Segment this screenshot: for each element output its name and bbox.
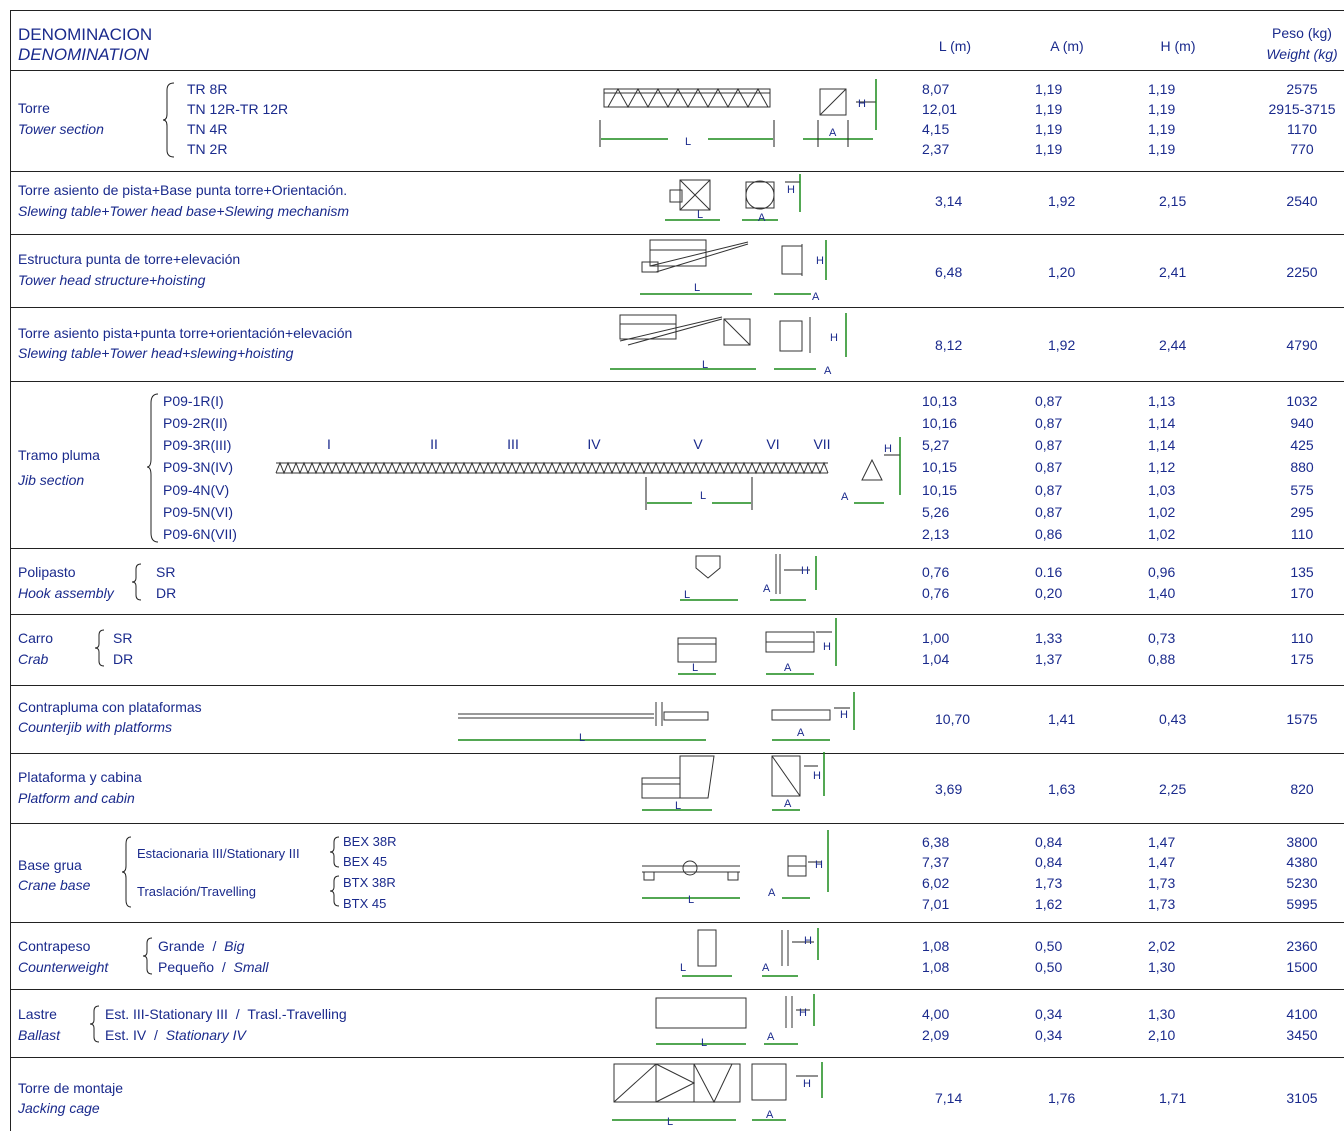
variant-label: TR 8R bbox=[187, 81, 228, 97]
dim-h: H bbox=[804, 935, 812, 947]
value-weight: 3105 bbox=[1286, 1090, 1318, 1106]
brace-icon bbox=[89, 1005, 101, 1043]
value-l: 8,12 bbox=[935, 337, 963, 353]
separator: / bbox=[154, 1027, 158, 1043]
dim-l: L bbox=[700, 490, 707, 502]
value-a: 1,19 bbox=[1035, 141, 1063, 157]
value-a: 0,34 bbox=[1035, 1006, 1063, 1022]
variant-label: TN 2R bbox=[187, 141, 228, 157]
variant-label-es: Grande bbox=[158, 938, 205, 954]
dim-a: A bbox=[841, 491, 849, 503]
value-weight: 1575 bbox=[1286, 711, 1318, 727]
dim-a: A bbox=[763, 583, 771, 595]
value-a: 0,86 bbox=[1035, 526, 1063, 542]
section-name-es: Tramo pluma bbox=[18, 447, 100, 463]
value-h: 1,14 bbox=[1148, 415, 1176, 431]
row-divider bbox=[10, 381, 1344, 382]
value-a: 0,84 bbox=[1035, 854, 1063, 870]
value-l: 2,09 bbox=[922, 1027, 950, 1043]
value-weight: 3800 bbox=[1286, 834, 1318, 850]
value-weight: 3450 bbox=[1286, 1027, 1318, 1043]
header-length: L (m) bbox=[938, 38, 972, 54]
value-a: 1,37 bbox=[1035, 651, 1063, 667]
value-weight: 4790 bbox=[1286, 337, 1318, 353]
value-h: 0,88 bbox=[1148, 651, 1176, 667]
brace-icon bbox=[162, 82, 176, 158]
value-a: 0,87 bbox=[1035, 415, 1063, 431]
value-h: 1,19 bbox=[1148, 101, 1176, 117]
value-h: 1,19 bbox=[1148, 141, 1176, 157]
jib-drawing bbox=[272, 455, 912, 515]
header-weight-es: Peso (kg) bbox=[1272, 25, 1332, 41]
value-l: 3,14 bbox=[935, 193, 963, 209]
jib-roman-label: II bbox=[430, 436, 438, 452]
section-name-es: Contrapeso bbox=[18, 938, 91, 954]
section-name-en: Crab bbox=[18, 651, 49, 667]
value-h: 2,15 bbox=[1159, 193, 1187, 209]
value-l: 4,15 bbox=[922, 121, 950, 137]
variant-label-en: Stationary IV bbox=[165, 1027, 246, 1043]
separator: / bbox=[235, 1006, 240, 1022]
value-h: 1,03 bbox=[1148, 482, 1176, 498]
value-h: 1,14 bbox=[1148, 437, 1176, 453]
value-weight: 2250 bbox=[1286, 264, 1318, 280]
value-a: 0,84 bbox=[1035, 834, 1063, 850]
value-l: 10,15 bbox=[922, 459, 958, 475]
jib-roman-label: IV bbox=[587, 436, 601, 452]
section-name-en: Platform and cabin bbox=[18, 790, 135, 806]
value-a: 1,19 bbox=[1035, 81, 1063, 97]
value-h: 1,19 bbox=[1148, 81, 1176, 97]
header-denomination-es: DENOMINACION bbox=[18, 25, 153, 44]
row-divider bbox=[10, 685, 1344, 686]
dim-l: L bbox=[685, 136, 692, 148]
value-h: 1,13 bbox=[1148, 393, 1176, 409]
value-weight: 1500 bbox=[1286, 959, 1318, 975]
variant-label-en: Small bbox=[233, 959, 269, 975]
cabin-drawing bbox=[638, 752, 838, 818]
value-l: 7,01 bbox=[922, 896, 950, 912]
row-divider bbox=[10, 989, 1344, 990]
variant-label: P09-5N(VI) bbox=[163, 504, 234, 520]
value-a: 0,20 bbox=[1035, 585, 1063, 601]
separator: / bbox=[221, 959, 226, 975]
variant-label: SR bbox=[113, 630, 133, 646]
value-l: 1,08 bbox=[922, 959, 950, 975]
value-h: 1,02 bbox=[1148, 504, 1176, 520]
jib-roman-label: I bbox=[327, 436, 331, 452]
value-weight: 2540 bbox=[1286, 193, 1318, 209]
value-l: 5,26 bbox=[922, 504, 950, 520]
section-name-es: Base grua bbox=[18, 857, 82, 873]
jib-roman-label: III bbox=[507, 436, 519, 452]
section-name-en: Slewing table+Tower head+slewing+hoisting bbox=[18, 345, 294, 361]
variant-label-es: Est. IV bbox=[105, 1027, 147, 1043]
variant-label-es: Est. III-Stationary III bbox=[105, 1006, 228, 1022]
row-divider bbox=[10, 823, 1344, 824]
value-weight: 2360 bbox=[1286, 938, 1318, 954]
value-a: 0,87 bbox=[1035, 459, 1063, 475]
value-l: 1,00 bbox=[922, 630, 950, 646]
value-a: 1,19 bbox=[1035, 101, 1063, 117]
section-name-es: Plataforma y cabina bbox=[18, 769, 142, 785]
value-weight: 5995 bbox=[1286, 896, 1318, 912]
ballast-drawing bbox=[652, 992, 832, 1054]
value-a: 1,62 bbox=[1035, 896, 1063, 912]
value-l: 2,13 bbox=[922, 526, 950, 542]
row-divider bbox=[10, 922, 1344, 923]
value-a: 0,87 bbox=[1035, 393, 1063, 409]
value-l: 1,04 bbox=[922, 651, 950, 667]
counterweight-drawing bbox=[676, 926, 836, 986]
value-h: 2,41 bbox=[1159, 264, 1187, 280]
dim-h: H bbox=[799, 1007, 807, 1019]
value-l: 10,16 bbox=[922, 415, 958, 431]
section-name-en: Jacking cage bbox=[18, 1100, 100, 1116]
variant-label: BTX 45 bbox=[343, 896, 387, 911]
section-name-es: Torre bbox=[18, 100, 50, 116]
base-subtype: Estacionaria III/Stationary III bbox=[137, 846, 300, 861]
jacking-cage-drawing bbox=[606, 1060, 836, 1128]
dim-a: A bbox=[784, 798, 792, 810]
variant-label: P09-3R(III) bbox=[163, 437, 232, 453]
value-h: 1,30 bbox=[1148, 1006, 1176, 1022]
section-name-es: Polipasto bbox=[18, 564, 76, 580]
value-weight: 575 bbox=[1290, 482, 1314, 498]
value-weight: 135 bbox=[1290, 564, 1314, 580]
value-weight: 170 bbox=[1290, 585, 1314, 601]
row-divider bbox=[10, 307, 1344, 308]
row-divider bbox=[10, 548, 1344, 549]
value-weight: 425 bbox=[1290, 437, 1314, 453]
value-a: 1,63 bbox=[1048, 781, 1076, 797]
jib-roman-label: V bbox=[693, 436, 703, 452]
value-h: 2,10 bbox=[1148, 1027, 1176, 1043]
hook-assembly-drawing bbox=[680, 550, 830, 610]
value-a: 1,92 bbox=[1048, 193, 1076, 209]
dim-a: A bbox=[758, 212, 766, 224]
value-l: 6,48 bbox=[935, 264, 963, 280]
variant-label: P09-1R(I) bbox=[163, 393, 224, 409]
value-l: 0,76 bbox=[922, 564, 950, 580]
dim-a: A bbox=[797, 727, 805, 739]
variant-label: BEX 45 bbox=[343, 854, 388, 869]
value-l: 6,38 bbox=[922, 834, 950, 850]
section-name-es: Torre asiento pista+punta torre+orientación+elevación bbox=[18, 325, 353, 341]
section-name-en: Slewing table+Tower head base+Slewing mechanism bbox=[18, 203, 350, 219]
value-h: 1,73 bbox=[1148, 875, 1176, 891]
brace-icon bbox=[329, 875, 341, 907]
jib-roman-label: VI bbox=[766, 436, 780, 452]
slewing-table-drawing bbox=[660, 170, 810, 232]
header-height: H (m) bbox=[1160, 38, 1196, 54]
variant-label: BTX 38R bbox=[343, 875, 396, 890]
jib-roman-label: VII bbox=[813, 436, 831, 452]
section-name-es: Carro bbox=[18, 630, 54, 646]
value-l: 12,01 bbox=[922, 101, 958, 117]
value-h: 1,30 bbox=[1148, 959, 1176, 975]
value-h: 1,02 bbox=[1148, 526, 1176, 542]
variant-label: TN 12R-TR 12R bbox=[187, 101, 289, 117]
dim-l: L bbox=[680, 962, 687, 974]
value-h: 1,71 bbox=[1159, 1090, 1187, 1106]
value-h: 0,73 bbox=[1148, 630, 1176, 646]
brace-icon bbox=[121, 836, 133, 908]
value-h: 0,43 bbox=[1159, 711, 1187, 727]
table-left-border bbox=[10, 10, 11, 1131]
value-a: 0,87 bbox=[1035, 482, 1063, 498]
dim-h: H bbox=[816, 255, 824, 267]
section-name-es: Lastre bbox=[18, 1006, 57, 1022]
section-name-en: Tower section bbox=[18, 121, 104, 137]
value-a: 1,73 bbox=[1035, 875, 1063, 891]
brace-icon bbox=[146, 393, 160, 543]
variant-label: SR bbox=[156, 564, 176, 580]
value-l: 1,08 bbox=[922, 938, 950, 954]
dim-a: A bbox=[812, 291, 820, 303]
variant-label: P09-4N(V) bbox=[163, 482, 230, 498]
brace-icon bbox=[94, 629, 106, 667]
header-divider bbox=[10, 70, 1344, 71]
dim-a: A bbox=[784, 662, 792, 674]
value-weight: 110 bbox=[1290, 630, 1314, 646]
dim-h: H bbox=[803, 1078, 811, 1090]
value-h: 1,47 bbox=[1148, 854, 1176, 870]
dim-h: H bbox=[884, 443, 892, 455]
variant-label: BEX 38R bbox=[343, 834, 397, 849]
dim-h: H bbox=[801, 565, 809, 577]
separator: / bbox=[212, 938, 217, 954]
variant-label: DR bbox=[156, 585, 177, 601]
dim-a: A bbox=[762, 962, 770, 974]
section-name-es: Torre asiento de pista+Base punta torre+Orientación. bbox=[18, 182, 348, 198]
value-a: 0.16 bbox=[1035, 564, 1063, 580]
variant-label: P09-2R(II) bbox=[163, 415, 228, 431]
value-a: 0,87 bbox=[1035, 437, 1063, 453]
value-l: 10,70 bbox=[935, 711, 971, 727]
value-weight: 4380 bbox=[1286, 854, 1318, 870]
dim-l: L bbox=[694, 282, 701, 294]
dim-h: H bbox=[840, 709, 848, 721]
variant-row bbox=[158, 959, 269, 975]
value-a: 1,20 bbox=[1048, 264, 1076, 280]
section-name-en: Crane base bbox=[18, 877, 91, 893]
variant-label-es: Pequeño bbox=[158, 959, 215, 975]
value-h: 1,19 bbox=[1148, 121, 1176, 137]
dim-a: A bbox=[824, 365, 832, 377]
dim-h: H bbox=[813, 770, 821, 782]
value-l: 2,37 bbox=[922, 141, 950, 157]
value-weight: 1170 bbox=[1286, 121, 1318, 137]
value-a: 0,50 bbox=[1035, 959, 1063, 975]
dim-h: H bbox=[815, 859, 823, 871]
value-a: 0,34 bbox=[1035, 1027, 1063, 1043]
row-divider bbox=[10, 1057, 1344, 1058]
dim-l: L bbox=[697, 209, 704, 221]
section-name-es: Torre de montaje bbox=[18, 1080, 124, 1096]
dim-h: H bbox=[787, 184, 795, 196]
value-a: 1,33 bbox=[1035, 630, 1063, 646]
value-weight: 5230 bbox=[1286, 875, 1318, 891]
value-h: 1,73 bbox=[1148, 896, 1176, 912]
section-name-en: Hook assembly bbox=[18, 585, 114, 601]
section-name-en: Tower head structure+hoisting bbox=[18, 272, 206, 288]
variant-label-en: Big bbox=[224, 938, 245, 954]
value-weight: 175 bbox=[1290, 651, 1314, 667]
dim-h: H bbox=[830, 332, 838, 344]
base-subtype: Traslación/Travelling bbox=[137, 884, 256, 899]
dim-h: H bbox=[858, 98, 866, 110]
value-l: 8,07 bbox=[922, 81, 950, 97]
value-weight: 770 bbox=[1290, 141, 1314, 157]
value-h: 0,96 bbox=[1148, 564, 1176, 580]
value-h: 1,12 bbox=[1148, 459, 1176, 475]
table-top-border bbox=[10, 10, 1344, 11]
header-weight-en: Weight (kg) bbox=[1266, 46, 1338, 62]
row-divider bbox=[10, 234, 1344, 235]
variant-row bbox=[158, 938, 244, 954]
variant-label: P09-6N(VII) bbox=[163, 526, 237, 542]
value-weight: 880 bbox=[1290, 459, 1314, 475]
value-a: 1,41 bbox=[1048, 711, 1076, 727]
value-l: 0,76 bbox=[922, 585, 950, 601]
header-width: A (m) bbox=[1050, 38, 1084, 54]
value-l: 7,14 bbox=[935, 1090, 963, 1106]
dim-l: L bbox=[684, 589, 691, 601]
dim-l: L bbox=[675, 800, 682, 812]
tower-section-drawing bbox=[598, 75, 888, 155]
value-l: 4,00 bbox=[922, 1006, 950, 1022]
value-a: 0,50 bbox=[1035, 938, 1063, 954]
variant-row bbox=[105, 1006, 347, 1022]
value-l: 10,13 bbox=[922, 393, 958, 409]
dim-l: L bbox=[579, 732, 586, 744]
dim-a: A bbox=[829, 127, 837, 139]
value-l: 7,37 bbox=[922, 854, 950, 870]
value-weight: 820 bbox=[1290, 781, 1314, 797]
dim-a: A bbox=[768, 887, 776, 899]
tower-head-drawing bbox=[636, 236, 841, 302]
dim-l: L bbox=[688, 894, 695, 906]
value-a: 1,92 bbox=[1048, 337, 1076, 353]
dim-l: L bbox=[692, 662, 699, 674]
section-name-en: Counterweight bbox=[18, 959, 109, 975]
section-name-en: Jib section bbox=[18, 472, 85, 488]
value-weight: 940 bbox=[1290, 415, 1314, 431]
section-name-es: Estructura punta de torre+elevación bbox=[18, 251, 241, 267]
value-l: 10,15 bbox=[922, 482, 958, 498]
value-weight: 2575 bbox=[1286, 81, 1318, 97]
value-h: 2,02 bbox=[1148, 938, 1176, 954]
value-h: 1,47 bbox=[1148, 834, 1176, 850]
dim-a: A bbox=[766, 1109, 774, 1121]
header-denomination-en: DENOMINATION bbox=[18, 45, 149, 64]
value-weight: 1032 bbox=[1286, 393, 1318, 409]
value-h: 1,40 bbox=[1148, 585, 1176, 601]
value-weight: 110 bbox=[1290, 526, 1314, 542]
variant-label: TN 4R bbox=[187, 121, 228, 137]
section-name-en: Counterjib with platforms bbox=[18, 719, 173, 735]
row-divider bbox=[10, 614, 1344, 615]
value-a: 0,87 bbox=[1035, 504, 1063, 520]
variant-label-en: Trasl.-Travelling bbox=[247, 1006, 347, 1022]
counterjib-drawing bbox=[454, 690, 864, 750]
value-h: 2,44 bbox=[1159, 337, 1187, 353]
value-weight: 295 bbox=[1290, 504, 1314, 520]
variant-row bbox=[105, 1027, 246, 1043]
value-weight: 2915-3715 bbox=[1268, 101, 1336, 117]
value-l: 3,69 bbox=[935, 781, 963, 797]
value-a: 1,19 bbox=[1035, 121, 1063, 137]
value-a: 1,76 bbox=[1048, 1090, 1076, 1106]
value-l: 6,02 bbox=[922, 875, 950, 891]
dim-l: L bbox=[667, 1116, 674, 1128]
slewing-head-drawing bbox=[606, 309, 856, 377]
section-name-en: Ballast bbox=[18, 1027, 61, 1043]
variant-label: DR bbox=[113, 651, 134, 667]
value-weight: 4100 bbox=[1286, 1006, 1318, 1022]
brace-icon bbox=[131, 563, 143, 601]
dim-l: L bbox=[701, 1037, 708, 1049]
value-l: 5,27 bbox=[922, 437, 950, 453]
variant-label: P09-3N(IV) bbox=[163, 459, 234, 475]
value-h: 2,25 bbox=[1159, 781, 1187, 797]
section-name-es: Contrapluma con plataformas bbox=[18, 699, 202, 715]
brace-icon bbox=[142, 937, 154, 975]
brace-icon bbox=[329, 836, 341, 868]
dim-h: H bbox=[823, 641, 831, 653]
dim-a: A bbox=[767, 1031, 775, 1043]
dim-l: L bbox=[702, 359, 709, 371]
